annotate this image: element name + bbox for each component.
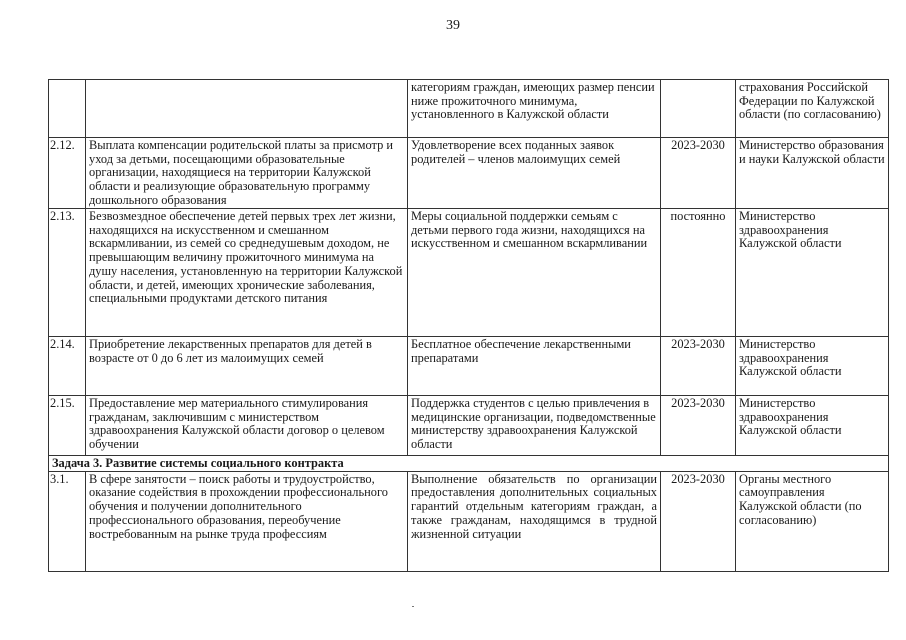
responsible-cell: Министерство здравоохранения Калужской области (736, 396, 889, 456)
task-heading-row (49, 456, 889, 472)
activity-cell (86, 80, 408, 138)
activity-cell: Предоставление мер материального стимулирования гражданам, заключившим с министерством здравоохранения Калужской области договор о целевом обучении (86, 396, 408, 456)
table-row (49, 471, 889, 571)
activity-cell: Безвозмездное обеспечение детей первых трех лет жизни, находящихся на искусственном и смешанном вскармливании, из семей со среднедушевым доходом, не превышающим величину прожиточного минимума на душу населения, установленную на территории Калужской области, и детей, имеющих хронические заболевания, специальными продуктами детского питания (86, 209, 408, 337)
result-cell: Удовлетворение всех поданных заявок родителей – членов малоимущих семей (408, 138, 661, 209)
term-cell: 2023-2030 (661, 138, 736, 209)
table-row (49, 138, 889, 209)
table-row (49, 396, 889, 456)
result-cell: Меры социальной поддержки семьям с детьми первого года жизни, находящихся на искусственном и смешанном вскармливании (408, 209, 661, 337)
row-number-cell: 2.15. (49, 396, 86, 456)
row-number-cell: 2.12. (49, 138, 86, 209)
responsible-cell: Министерство здравоохранения Калужской области (736, 209, 889, 337)
term-cell: 2023-2030 (661, 471, 736, 571)
responsible-cell: Министерство образования и науки Калужской области (736, 138, 889, 209)
term-cell: постоянно (661, 209, 736, 337)
measures-table-container (48, 79, 888, 572)
result-cell: категориям граждан, имеющих размер пенсии ниже прожиточного минимума, установленного в Калужской области (408, 80, 661, 138)
responsible-cell: Министерство здравоохранения Калужской области (736, 337, 889, 396)
responsible-cell: Органы местного самоуправления Калужской области (по согласованию) (736, 471, 889, 571)
responsible-cell: страхования Российской Федерации по Калужской области (по согласованию) (736, 80, 889, 138)
result-cell: Поддержка студентов с целью привлечения в медицинские организации, подведомственные министерству здравоохранения Калужской области (408, 396, 661, 456)
row-number-cell (49, 80, 86, 138)
term-cell: 2023-2030 (661, 396, 736, 456)
table-row (49, 209, 889, 337)
activity-cell: В сфере занятости – поиск работы и трудоустройство, оказание содействия в прохождении профессионального обучения и получении дополнительного профессионального образования, переобучение востребованным на рынке труда профессиям (86, 471, 408, 571)
term-cell: 2023-2030 (661, 337, 736, 396)
activity-cell: Выплата компенсации родительской платы за присмотр и уход за детьми, посещающими образовательные организации, находящиеся на территории Калужской области и реализующие образовательную программу дошкольного образования (86, 138, 408, 209)
page-number: 39 (446, 18, 460, 33)
measures-table (48, 79, 889, 572)
activity-cell: Приобретение лекарственных препаратов для детей в возрасте от 0 до 6 лет из малоимущих семей (86, 337, 408, 396)
row-number-cell: 2.13. (49, 209, 86, 337)
scan-speck (412, 606, 414, 607)
row-number-cell: 3.1. (49, 471, 86, 571)
table-row (49, 337, 889, 396)
row-number-cell: 2.14. (49, 337, 86, 396)
term-cell (661, 80, 736, 138)
table-row (49, 80, 889, 138)
result-cell: Бесплатное обеспечение лекарственными препаратами (408, 337, 661, 396)
result-cell: Выполнение обязательств по организации предоставления дополнительных социальных гарантий отдельным категориям граждан, а также гражданам, находящимся в трудной жизненной ситуации (408, 471, 661, 571)
task-heading: Задача 3. Развитие системы социального контракта (49, 456, 889, 472)
